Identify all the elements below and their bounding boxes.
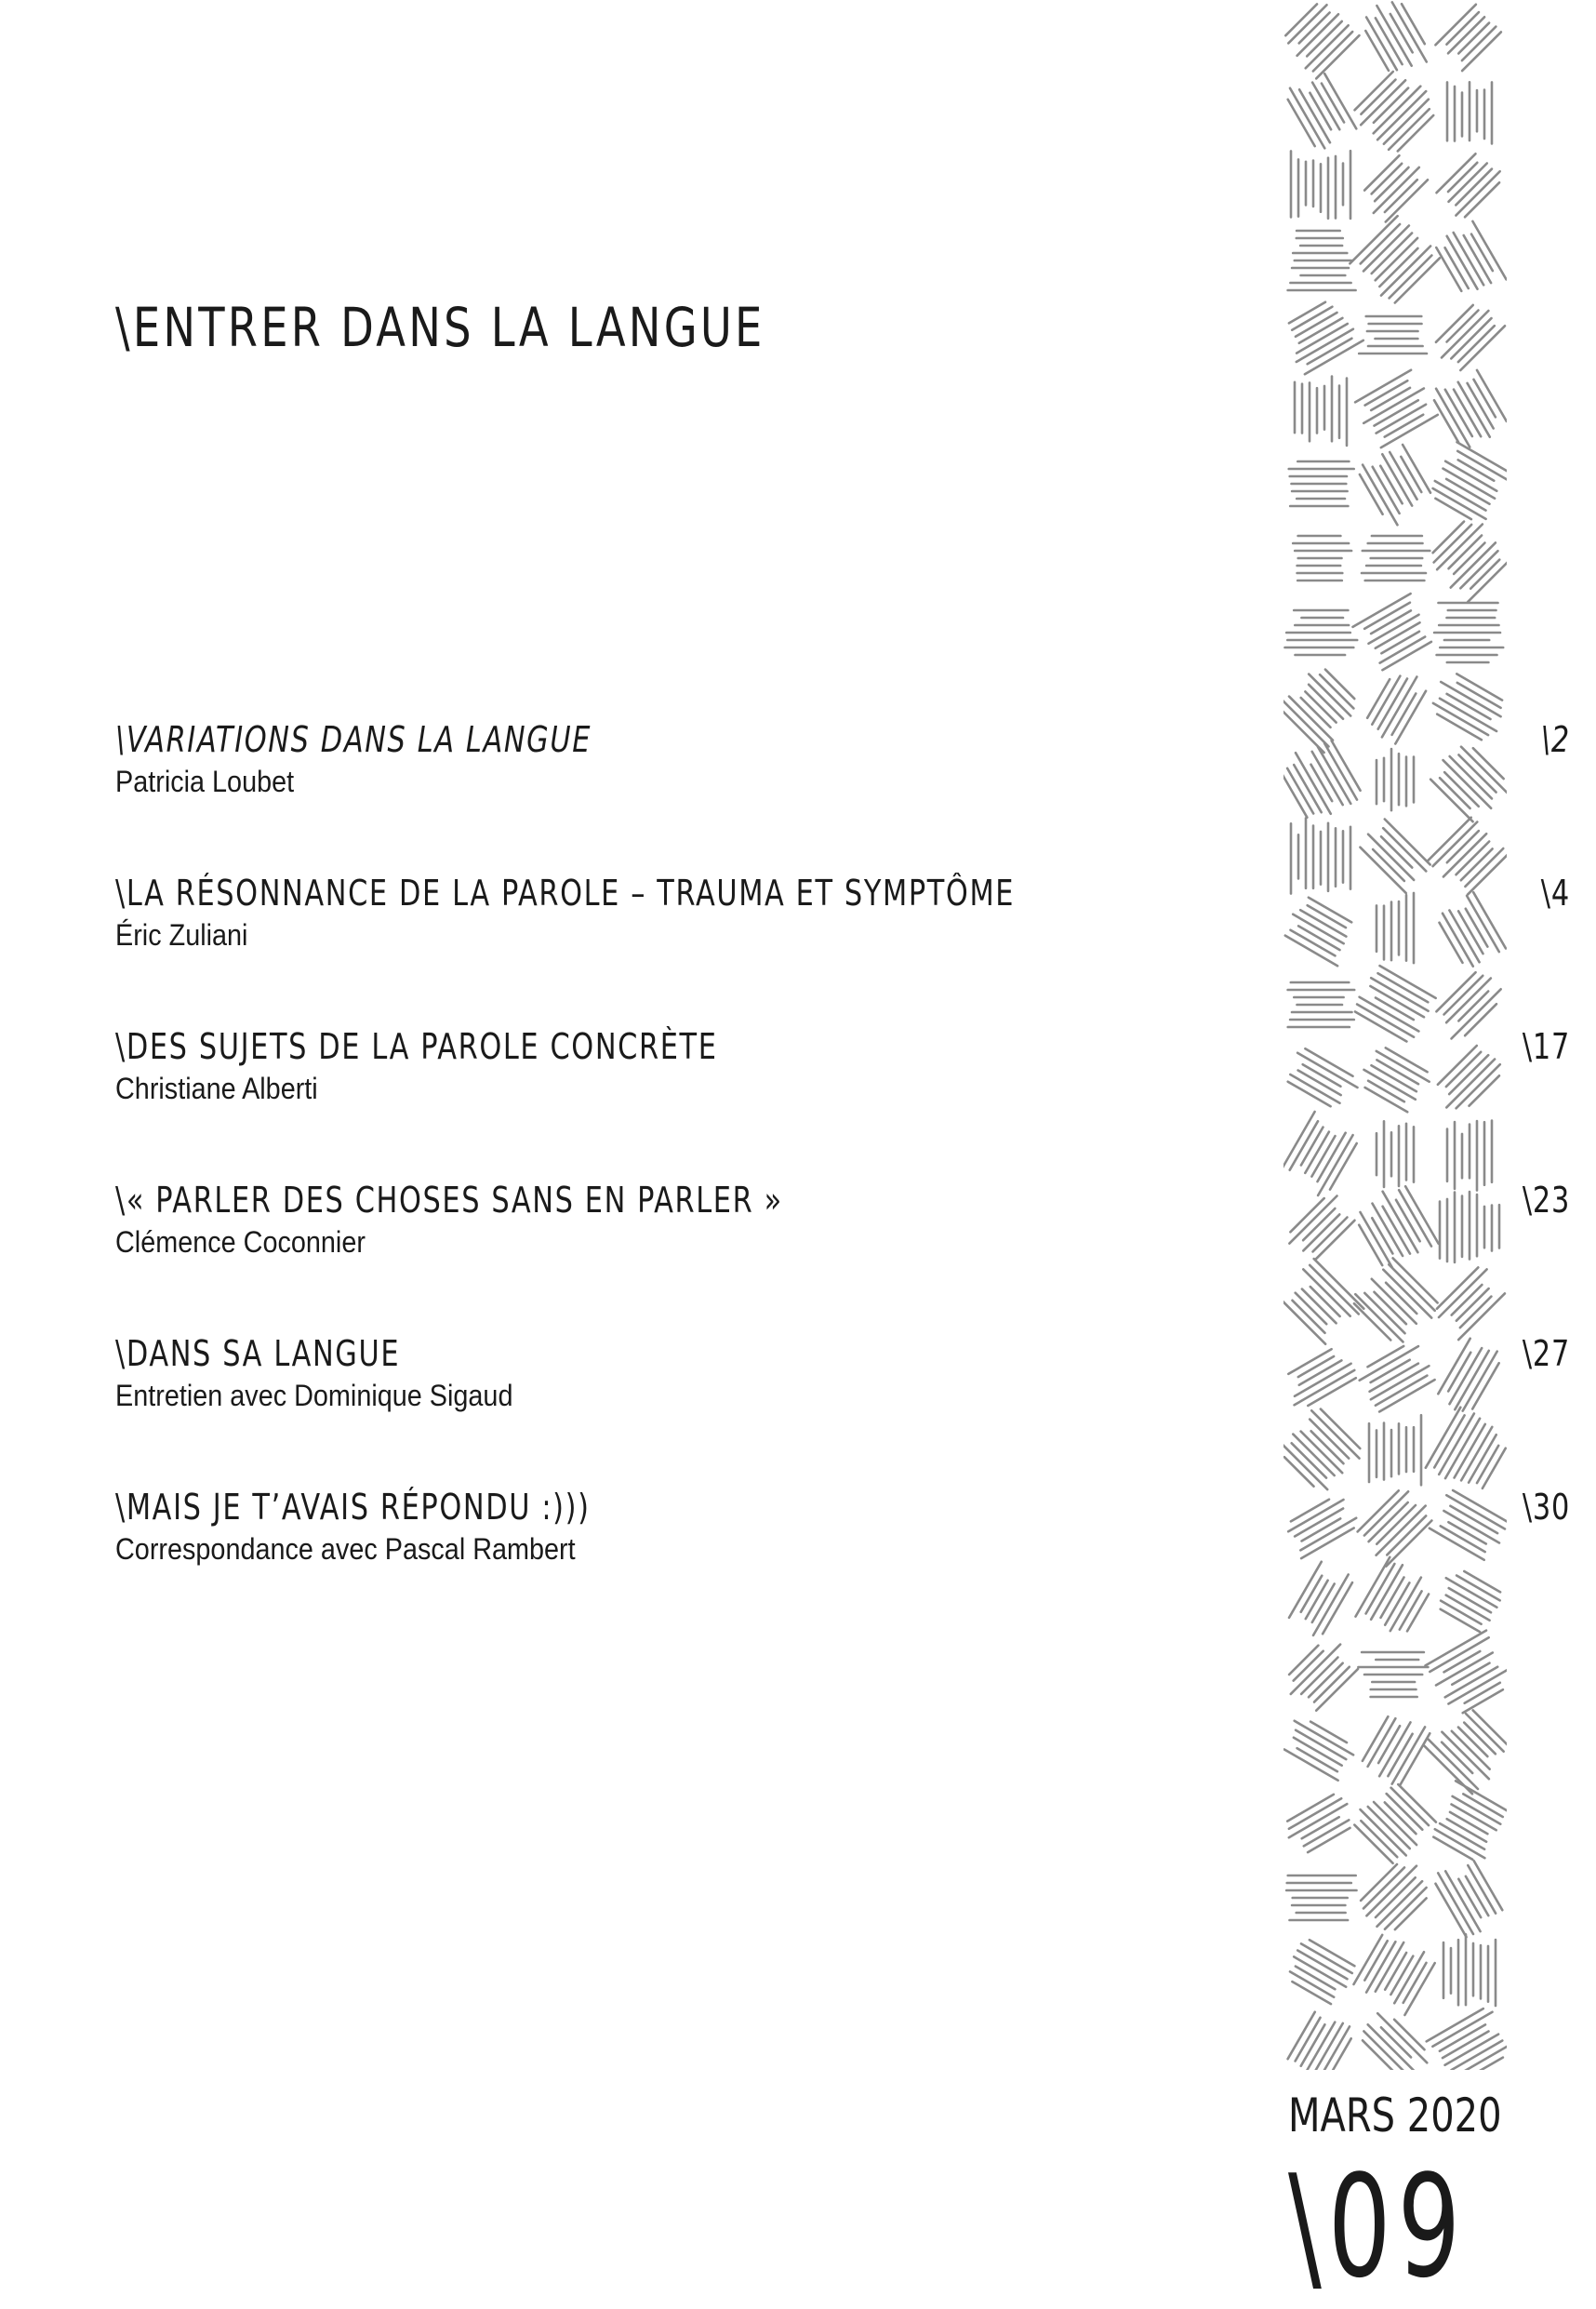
toc-entry-title: \« PARLER DES CHOSES SANS EN PARLER » — [115, 1180, 783, 1221]
toc-entry-author: Correspondance avec Pascal Rambert — [115, 1532, 576, 1566]
toc-entry-page-number: \4 — [1540, 873, 1570, 914]
toc-entry-page-number: \30 — [1522, 1487, 1570, 1528]
toc-entry-title: \MAIS JE T’AVAIS RÉPONDU :))) — [115, 1487, 591, 1528]
toc-entry-author: Patricia Loubet — [115, 765, 295, 798]
toc-entry-author: Clémence Coconnier — [115, 1225, 366, 1259]
page-title: \ENTRER DANS LA LANGUE — [115, 296, 765, 359]
toc-entry-author: Christiane Alberti — [115, 1072, 318, 1105]
issue-number: \09 — [1288, 2144, 1468, 2309]
toc-entry-title: \DES SUJETS DE LA PAROLE CONCRÈTE — [115, 1026, 718, 1067]
toc-entry-page-number: \17 — [1522, 1026, 1570, 1067]
toc-entry-author: Éric Zuliani — [115, 918, 248, 952]
toc-entry-author: Entretien avec Dominique Sigaud — [115, 1379, 513, 1412]
toc-entry-page-number: \27 — [1522, 1333, 1570, 1374]
toc-entry-title: \LA RÉSONNANCE DE LA PAROLE – TRAUMA ET SYMPTÔME — [115, 873, 1016, 914]
decorative-hatch-pattern — [1283, 0, 1507, 2070]
toc-entry-page-number: \2 — [1540, 719, 1570, 760]
toc-entry-page-number: \23 — [1522, 1180, 1570, 1221]
toc-entry-title: \DANS SA LANGUE — [115, 1333, 401, 1374]
issue-date: MARS 2020 — [1288, 2089, 1502, 2142]
toc-entry-title: \VARIATIONS DANS LA LANGUE — [115, 719, 592, 760]
